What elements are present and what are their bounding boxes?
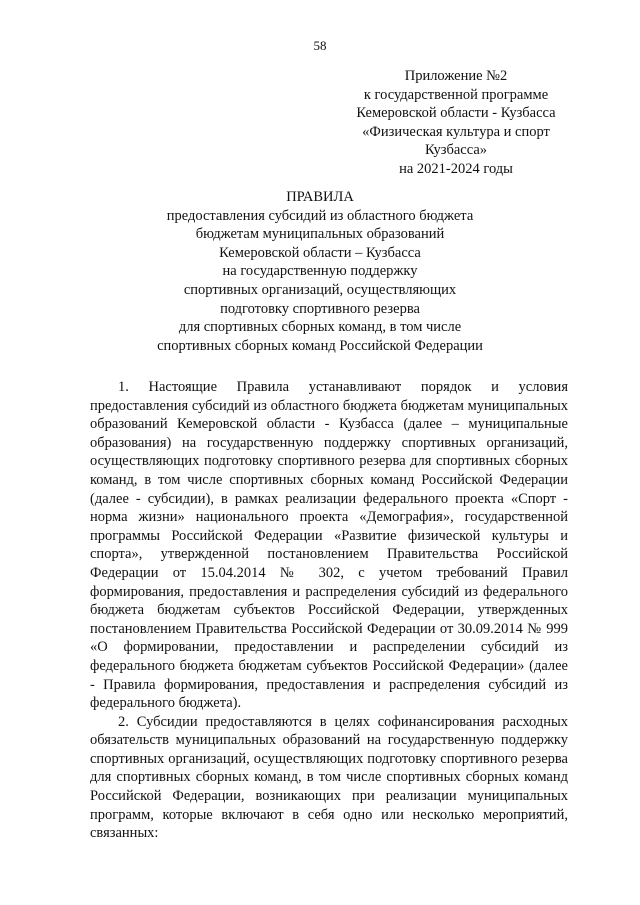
title-line: Кемеровской области – Кузбасса <box>219 244 421 261</box>
appendix-line: на 2021-2024 годы <box>399 160 513 177</box>
title-line: бюджетам муниципальных образований <box>195 226 445 243</box>
title-line: подготовку спортивного резерва <box>220 300 420 317</box>
appendix-line: «Физическая культура и спорт <box>362 123 550 140</box>
title-line: для спортивных сборных команд, в том числе <box>178 319 462 336</box>
page-number: 58 <box>313 38 327 53</box>
title-line: спортивных сборных команд Российской Федерации <box>157 337 483 354</box>
appendix-header <box>326 67 586 178</box>
title-line: на государственную поддержку <box>222 263 418 280</box>
title-line: спортивных организаций, осуществляющих <box>183 281 457 298</box>
body-text <box>90 378 568 843</box>
appendix-line: Кузбасса» <box>424 142 488 158</box>
appendix-line: к государственной программе <box>363 86 549 103</box>
title-heading: ПРАВИЛА <box>286 189 354 205</box>
appendix-line: Приложение №2 <box>404 68 508 84</box>
paragraph-1: 1. Настоящие Правила устанавливают порядок и условия предоставления субсидий из областного бюджета бюджетам муниципальных образований Кемеровской области - Кузбасса (далее – муниципальные образования) на государственную поддержку спортивных организаций, осуществляющих подготовку спортивного резерва для спортивных сборных команд, в том числе спортивных сборных команд Российской Федерации (далее - субсидии), в рамках реализации федерального проекта «Спорт - норма жизни» национального проекта «Демография», государственной программы Российской Федерации «Развитие физической культуры и спорта», утвержденной постановлением Правительства Российской Федерации от 15.04.2014 № 302, с учетом требований Правил формирования, предоставления и распределения субсидий из федерального бюджета бюджетам субъектов Российской Федерации, утвержденных постановлением Правительства Российской Федерации от 30.09.2014 № 999 «О формировании, предоставлении и распределении субсидий из федерального бюджета бюджетам субъектов Российской Федерации» (далее - Правила формирования, предоставления и распределения субсидий из федерального бюджета). <box>90 379 568 712</box>
appendix-line: Кемеровской области - Кузбасса <box>356 105 556 121</box>
paragraph-2: 2. Субсидии предоставляются в целях софинансирования расходных обязательств муниципальных образований на государственную поддержку спортивных организаций, осуществляющих подготовку спортивного резерва для спортивных сборных команд, в том числе спортивных сборных команд Российской Федерации, возникающих при реализации муниципальных программ, которые включают в себя одно или несколько мероприятий, связанных: <box>90 713 568 842</box>
title-line: предоставления субсидий из областного бюджета <box>166 207 474 224</box>
document-title <box>130 188 510 355</box>
